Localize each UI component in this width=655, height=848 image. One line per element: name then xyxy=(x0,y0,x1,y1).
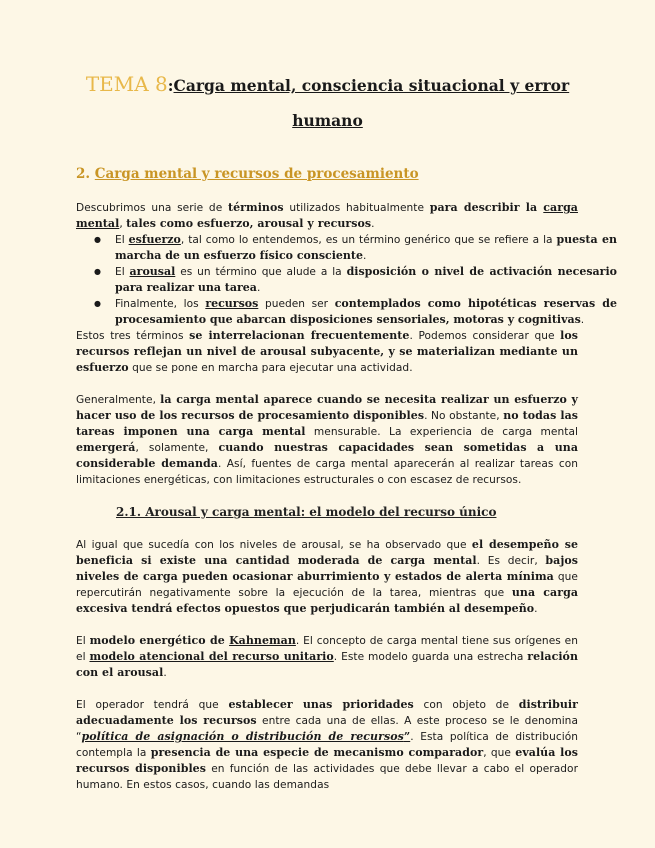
text: que se pone en marcha para ejecutar una actividad. xyxy=(128,362,413,374)
text: . El concepto de carga mental tiene sus orígenes en el xyxy=(76,635,579,663)
bold-text: establecer unas prioridades xyxy=(228,698,414,711)
text: Estos tres términos xyxy=(76,330,190,342)
bold-text: evalúa los recursos disponibles xyxy=(76,746,578,775)
title-part2: humano xyxy=(292,111,363,130)
bold-underlined-text: Kahneman xyxy=(229,634,296,647)
bold-text: para describir la xyxy=(429,201,544,214)
bold-text: términos xyxy=(227,201,284,214)
text: El xyxy=(115,234,129,246)
bold-underlined-text: esfuerzo xyxy=(128,233,181,246)
title-colon: : xyxy=(167,76,174,95)
bold-text: no todas las tareas imponen una carga mental xyxy=(76,409,578,438)
text: Finalmente, los xyxy=(115,298,206,310)
text: El xyxy=(115,266,130,278)
title-part1: Carga mental, consciencia situacional y error xyxy=(173,76,570,95)
bold-text: emergerá xyxy=(76,441,136,454)
bold-underlined-text: carga mental xyxy=(76,201,578,230)
text: utilizados habitualmente xyxy=(283,202,430,214)
text: El operador tendrá que xyxy=(76,699,229,711)
bold-text: modelo energético de xyxy=(89,634,230,647)
operator-paragraph xyxy=(76,697,578,793)
text: pueden ser xyxy=(258,298,335,310)
list-item xyxy=(115,264,617,296)
text: con objeto de xyxy=(413,699,519,711)
page-title xyxy=(0,72,655,96)
text: . xyxy=(534,603,538,615)
section-heading xyxy=(76,166,419,182)
bold-text: el desempeño se beneficia si existe una cantidad moderada de carga mental xyxy=(76,538,579,567)
bold-text: los recursos reflejan un nivel de arousal subyacente, y se materializan mediante un esfuerzo xyxy=(76,329,579,374)
text: en función de las actividades que debe llevar a cabo el operador humano. En estos casos, cuando las demandas xyxy=(76,763,578,791)
page-title-line2 xyxy=(0,111,655,130)
text: . Así, fuentes de carga mental aparecerán al realizar tareas con limitaciones energéticas, con limitaciones estructurales o con escasez de recursos. xyxy=(76,458,578,486)
bold-text: cuando nuestras capacidades sean sometidas a una considerable demanda xyxy=(76,441,578,470)
bold-text: disposición o nivel de activación necesario para realizar una tarea xyxy=(115,265,617,294)
bold-text: relación con el arousal xyxy=(76,650,578,679)
bold-text: distribuir adecuadamente los recursos xyxy=(76,698,578,727)
text: . xyxy=(580,314,585,326)
text: , que xyxy=(483,747,516,759)
bold-underlined-text: modelo atencional del recurso unitario xyxy=(89,650,334,663)
bold-text: contemplados como hipotéticas reservas de procesamiento que abarcan disposiciones sensoriales, motoras y cognitivas xyxy=(115,297,617,326)
text: , solamente, xyxy=(135,442,219,454)
text: entre cada una de ellas. A este proceso se le denomina “ xyxy=(76,715,578,743)
text: que repercutirán negativamente sobre la ejecución de la tarea, mientras que xyxy=(76,571,578,599)
text: . xyxy=(256,282,261,294)
text: . xyxy=(371,218,375,230)
text: Descubrimos una serie de xyxy=(76,202,228,214)
bold-text: bajos niveles de carga pueden ocasionar aburrimiento y estados de alerta mínima xyxy=(76,554,579,583)
text: , tal como lo entendemos, es un término genérico que se refiere a la xyxy=(180,234,557,246)
text: . Es decir, xyxy=(476,555,546,567)
bold-text: presencia de una especie de mecanismo comparador xyxy=(150,746,484,759)
bold-underlined-text: recursos xyxy=(205,297,259,310)
text: . No obstante, xyxy=(424,410,504,422)
bold-text: puesta en marcha de un esfuerzo físico consciente xyxy=(115,233,617,262)
text: Generalmente, xyxy=(76,394,161,406)
text: . xyxy=(363,250,367,262)
text: . Este modelo guarda una estrecha xyxy=(333,651,528,663)
bold-italic-underlined-text: política de asignación o distribución de recursos xyxy=(81,730,404,743)
text: . Esta política de distribución contempla la xyxy=(76,731,578,759)
subsection-heading: 2.1. Arousal y carga mental: el modelo del recurso único xyxy=(116,505,497,519)
text: , xyxy=(119,218,127,230)
text: . Podemos considerar que xyxy=(409,330,561,342)
quote-mark: ” xyxy=(403,730,411,743)
terms-paragraph xyxy=(76,328,578,376)
general-paragraph xyxy=(76,392,578,488)
term-list xyxy=(76,232,617,328)
text: Al igual que sucedía con los niveles de arousal, se ha observado que xyxy=(76,539,472,551)
text: es un término que alude a la xyxy=(175,266,347,278)
tema-label: TEMA 8 xyxy=(85,72,168,96)
list-item xyxy=(115,232,617,264)
text: El xyxy=(76,635,90,647)
section-number: 2. xyxy=(76,166,91,182)
text: mensurable. La experiencia de carga mental xyxy=(305,426,578,438)
model-paragraph xyxy=(76,633,578,681)
bold-text: tales como esfuerzo, arousal y recursos xyxy=(126,217,372,230)
bold-text: una carga excesiva tendrá efectos opuestos que perjudicarán también al desempeño xyxy=(76,586,578,615)
arousal-paragraph xyxy=(76,537,578,617)
bold-text: se interrelacionan frecuentemente xyxy=(189,329,410,342)
bold-underlined-text: arousal xyxy=(129,265,176,278)
intro-paragraph xyxy=(76,200,578,232)
text: . xyxy=(163,667,167,679)
section-title: Carga mental y recursos de procesamiento xyxy=(94,166,419,182)
bold-text: la carga mental aparece cuando se necesita realizar un esfuerzo y hacer uso de los recursos de procesamiento disponibles xyxy=(76,393,578,422)
list-item xyxy=(115,296,617,328)
